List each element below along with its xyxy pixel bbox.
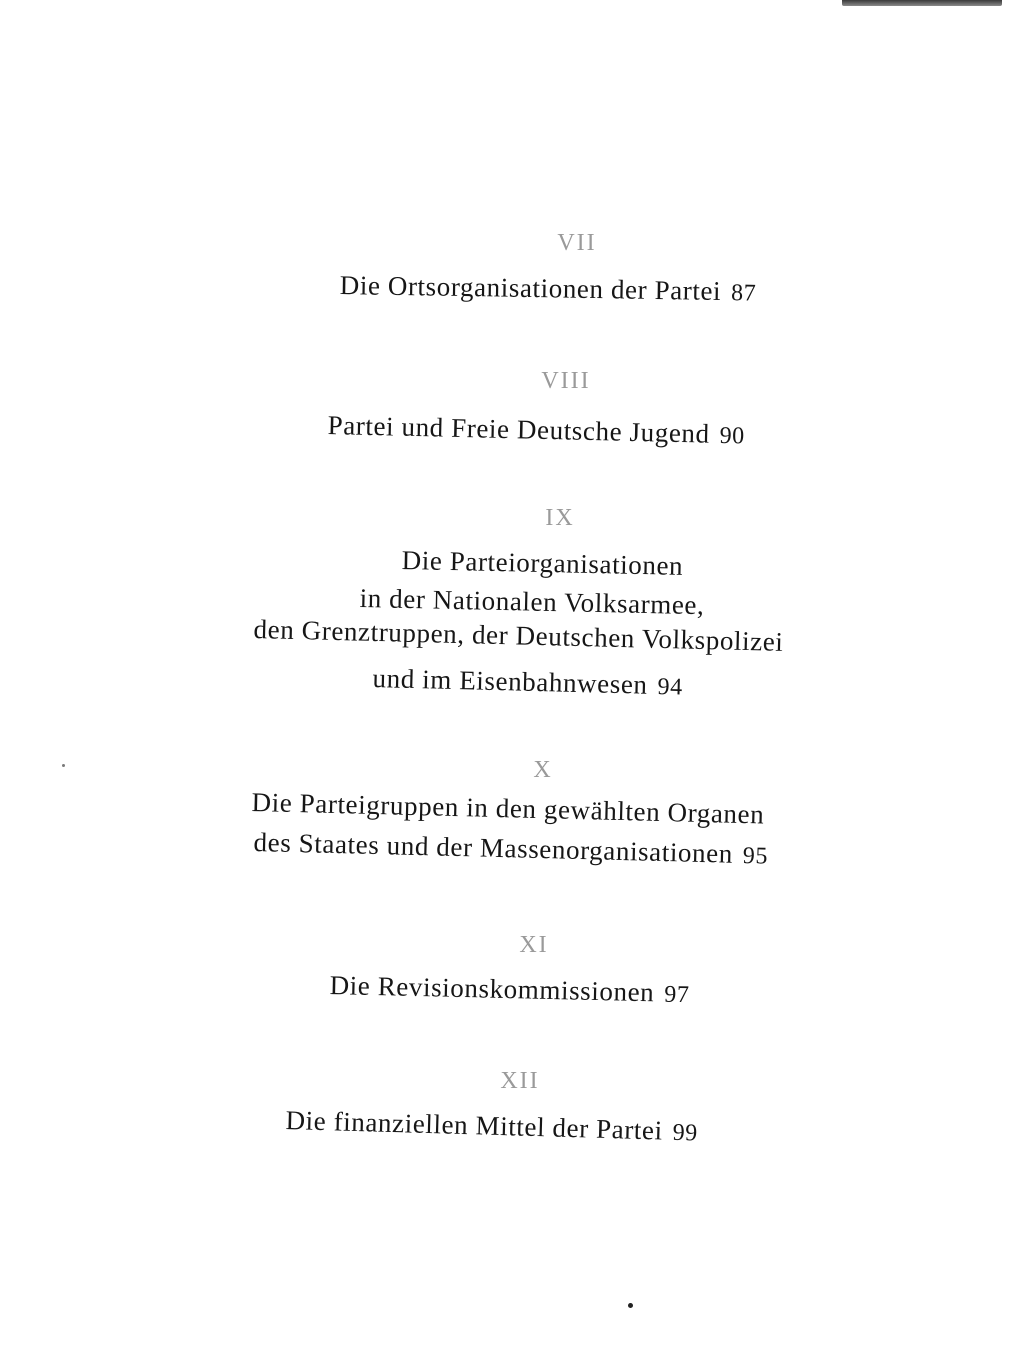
toc-page-number: 97 — [663, 981, 690, 1009]
toc-numeral-xi: XI — [519, 932, 549, 958]
toc-numeral-x: X — [533, 757, 553, 783]
toc-numeral-ix: IX — [545, 505, 575, 531]
toc-entry-xi — [329, 970, 690, 1010]
scan-edge-mark — [842, 0, 1002, 6]
toc-entry-x-line-1: Die Parteigruppen in den gewählten Organen — [251, 787, 765, 830]
toc-numeral-viii: VIII — [541, 368, 591, 394]
toc-entry-title: Partei und Freie Deutsche Jugend — [327, 410, 711, 449]
toc-entry-viii — [327, 410, 745, 451]
toc-page-number: 90 — [719, 422, 746, 450]
margin-speck — [62, 764, 65, 767]
page-dot — [628, 1303, 633, 1308]
toc-page-number: 99 — [672, 1119, 699, 1147]
toc-entry-title: des Staates und der Massenorganisationen — [253, 827, 734, 869]
toc-page-number: 95 — [742, 842, 769, 870]
toc-entry-xii — [285, 1105, 698, 1149]
toc-entry-ix-line-3: den Grenztruppen, der Deutschen Volkspolizei — [253, 614, 784, 657]
toc-page-number: 87 — [730, 280, 757, 307]
toc-entry-ix-line-2: in der Nationalen Volksarmee, — [359, 583, 705, 621]
toc-numeral-vii: VII — [557, 230, 597, 256]
toc-entry-vii — [339, 270, 756, 309]
toc-entry-ix-line-1: Die Parteiorganisationen — [401, 545, 684, 581]
toc-entry-title: und im Eisenbahnwesen — [372, 663, 648, 700]
toc-numeral-xii: XII — [500, 1068, 540, 1094]
toc-entry-title: Die Ortsorganisationen der Partei — [339, 270, 722, 306]
toc-page-number: 94 — [657, 673, 684, 701]
toc-entry-ix-line-4 — [372, 663, 683, 703]
toc-entry-x-line-2 — [253, 827, 768, 872]
toc-entry-title: Die Revisionskommissionen — [329, 970, 655, 1008]
toc-entry-title: Die finanziellen Mittel der Partei — [285, 1105, 664, 1146]
